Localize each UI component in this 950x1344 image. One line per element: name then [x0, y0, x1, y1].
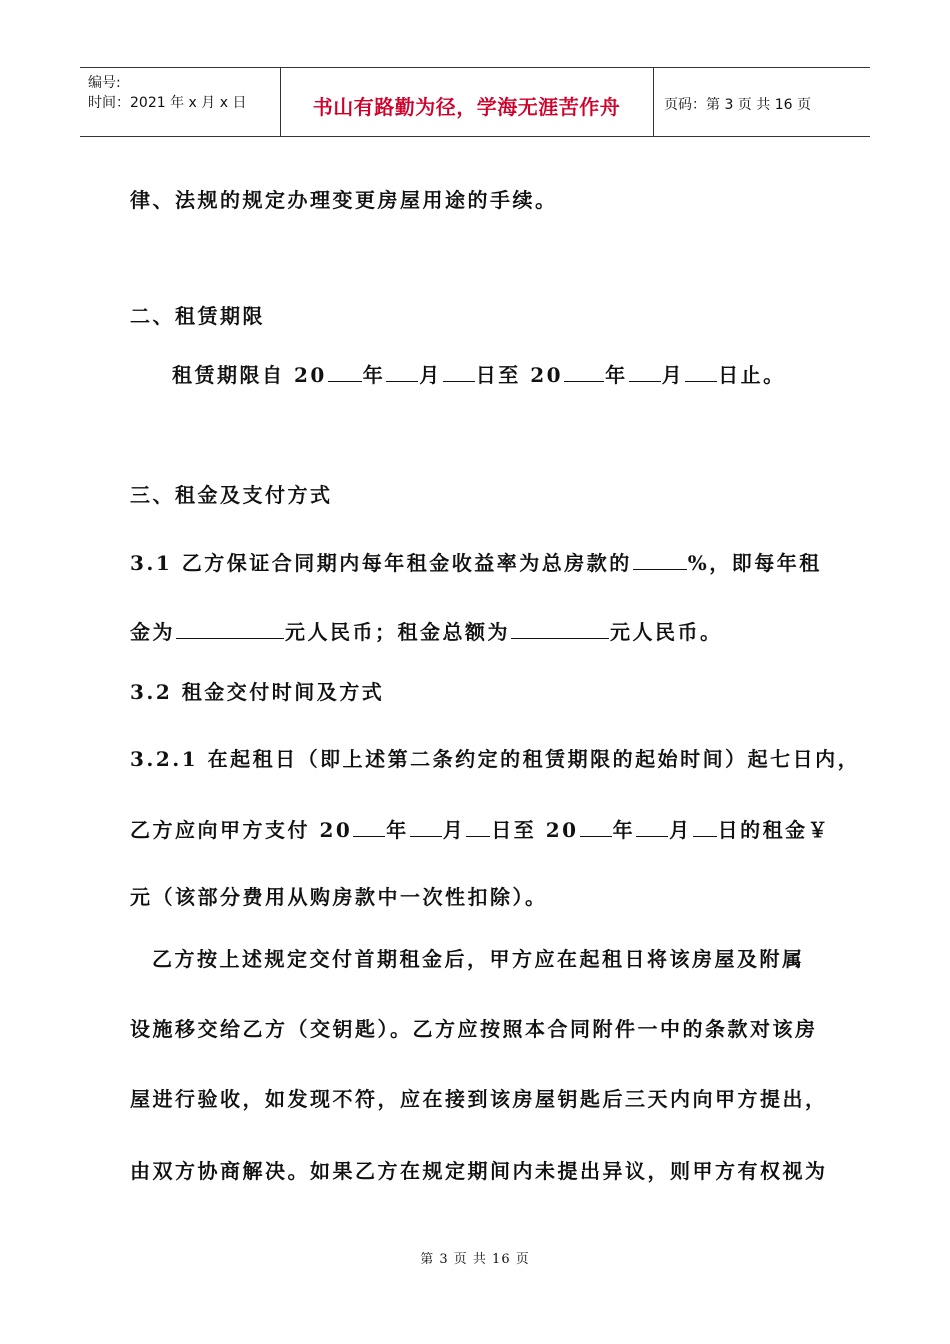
paragraph-line-2: 设施移交给乙方（交钥匙）。乙方应按照本合同附件一中的条款对该房: [130, 1017, 818, 1041]
header-left-cell: [80, 68, 281, 136]
header-right-cell: [654, 68, 870, 136]
paragraph-line-3: 屋进行验收，如发现不符，应在接到该房屋钥匙后三天内向甲方提出，: [130, 1087, 828, 1111]
clause-3-2-1-line-2: [130, 814, 830, 843]
lease-term-line: [172, 359, 786, 388]
term-month-1: 月: [419, 363, 442, 387]
term-start-prefix: 租赁期限自 20: [172, 363, 327, 387]
header-middle-cell: [280, 68, 654, 136]
clause-3-2-1-line-1: 3.2.1 在起租日（即上述第二条约定的租赁期限的起始时间）起七日内，: [130, 747, 861, 771]
blank-total-rent: [511, 622, 609, 639]
pay-year-2: 年: [612, 818, 636, 842]
blank-year: [328, 365, 362, 382]
clause-3-1-line-2: [130, 616, 723, 645]
clause-3-1-suffix: %，即每年租: [687, 551, 822, 575]
annual-rent-prefix: 金为: [130, 620, 175, 644]
document-number-label: 编号:: [88, 75, 121, 91]
page-footer: 第 3 页 共 16 页: [420, 1252, 530, 1267]
blank-year: [353, 820, 385, 837]
header-page-code: 页码：第 3 页 共 16 页: [664, 97, 811, 113]
blank-year: [564, 365, 604, 382]
term-day-1: 日至 20: [475, 363, 564, 387]
document-header: [80, 67, 870, 137]
blank-percentage: [633, 553, 687, 570]
payment-prefix: 乙方应向甲方支付 20: [130, 818, 353, 842]
pay-month-1: 月: [442, 818, 466, 842]
clause-3-2-title: 3.2 租金交付时间及方式: [130, 680, 385, 704]
clause-3-2-1-line-3: 元（该部分费用从购房款中一次性扣除）。: [130, 885, 548, 909]
blank-day: [693, 820, 717, 837]
blank-day: [466, 820, 490, 837]
clause-3-1-line-1: [130, 547, 822, 576]
paragraph-line-4: 由双方协商解决。如果乙方在规定期间内未提出异议，则甲方有权视为: [130, 1159, 828, 1183]
payment-end: 日的租金￥: [717, 818, 831, 842]
blank-month: [629, 365, 661, 382]
continuation-line: 律、法规的规定办理变更房屋用途的手续。: [130, 188, 558, 212]
pay-year-1: 年: [386, 818, 409, 842]
blank-day: [443, 365, 475, 382]
section-2-title: 二、租赁期限: [130, 304, 265, 328]
section-3-title: 三、租金及支付方式: [130, 483, 333, 507]
term-year-1: 年: [362, 363, 386, 387]
paragraph-line-1: 乙方按上述规定交付首期租金后，甲方应在起租日将该房屋及附属: [152, 947, 805, 971]
pay-day-1: 日至 20: [491, 818, 579, 842]
document-date: 时间：2021 年 x 月 x 日: [88, 95, 247, 111]
rmb-suffix: 元人民币。: [610, 620, 723, 644]
blank-year: [580, 820, 612, 837]
blank-annual-rent: [176, 622, 284, 639]
pay-month-2: 月: [669, 818, 692, 842]
blank-month: [386, 365, 418, 382]
term-end: 日止。: [718, 363, 786, 387]
blank-day: [685, 365, 717, 382]
blank-month: [636, 820, 668, 837]
blank-month: [410, 820, 442, 837]
term-month-2: 月: [661, 363, 685, 387]
header-motto: 书山有路勤为径，学海无涯苦作舟: [312, 95, 621, 119]
term-year-2: 年: [605, 363, 628, 387]
total-rent-prefix: 元人民币；租金总额为: [285, 620, 510, 644]
clause-3-1-text: 3.1 乙方保证合同期内每年租金收益率为总房款的: [130, 551, 632, 575]
